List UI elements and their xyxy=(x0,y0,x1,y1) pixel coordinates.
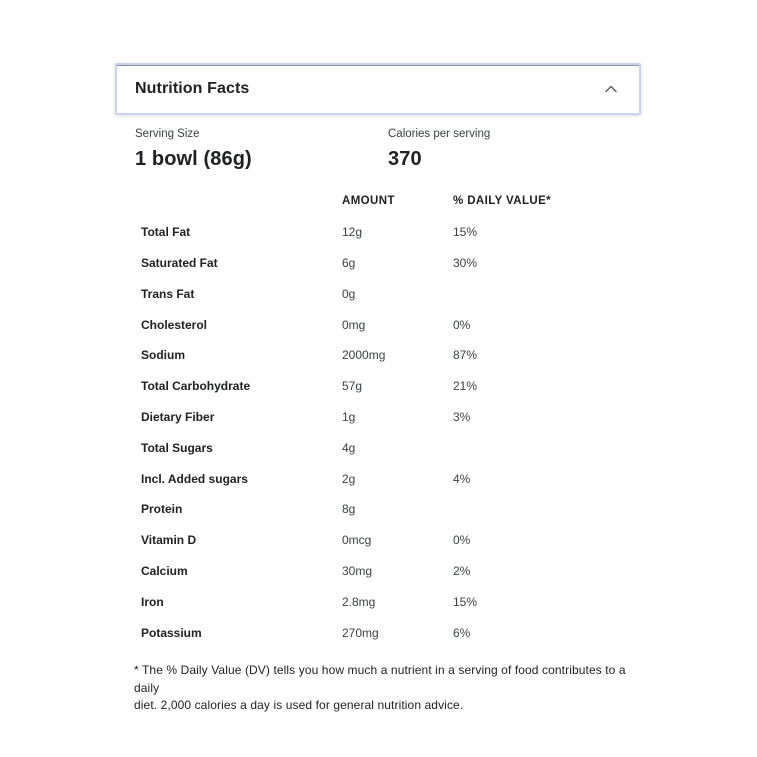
nutrient-dv: 30% xyxy=(453,255,478,270)
nutrient-label: Calcium xyxy=(141,563,188,578)
table-row xyxy=(141,586,641,617)
nutrient-amount: 0mg xyxy=(342,317,366,332)
nutrient-label: Total Fat xyxy=(141,225,191,240)
table-row xyxy=(141,278,641,309)
table-row xyxy=(141,463,641,494)
table-row xyxy=(141,217,641,248)
nutrient-dv: 15% xyxy=(453,225,478,240)
nutrient-dv: 2% xyxy=(453,563,471,578)
nutrient-amount: 12g xyxy=(342,225,363,240)
nutrient-label: Trans Fat xyxy=(141,286,195,301)
nutrient-label: Incl. Added sugars xyxy=(141,471,248,486)
table-row xyxy=(141,556,641,587)
nutrient-amount: 2000mg xyxy=(342,348,386,363)
daily-value-footnote xyxy=(134,662,634,715)
nutrient-amount: 2g xyxy=(342,471,356,486)
nutrient-dv: 6% xyxy=(453,625,471,640)
serving-size-block xyxy=(135,127,252,171)
table-row xyxy=(141,371,641,402)
table-header-row xyxy=(141,186,641,217)
serving-size-label: Serving Size xyxy=(135,128,200,140)
nutrient-amount: 2.8mg xyxy=(342,594,376,609)
daily-value-column-header: % DAILY VALUE* xyxy=(453,195,552,208)
footnote-line-2: diet. 2,000 calories a day is used for general nutrition advice. xyxy=(134,698,464,712)
nutrient-dv: 3% xyxy=(453,409,471,424)
calories-value: 370 xyxy=(388,148,422,170)
nutrient-label: Vitamin D xyxy=(141,533,197,548)
nutrient-amount: 0g xyxy=(342,286,356,301)
calories-label: Calories per serving xyxy=(388,128,491,140)
nutrient-label: Saturated Fat xyxy=(141,255,218,270)
nutrient-dv: 0% xyxy=(453,533,471,548)
nutrient-dv: 15% xyxy=(453,594,478,609)
nutrient-label: Potassium xyxy=(141,625,202,640)
table-row xyxy=(141,432,641,463)
nutrient-amount: 1g xyxy=(342,409,356,424)
page-title: Nutrition Facts xyxy=(135,80,250,97)
table-row xyxy=(141,309,641,340)
nutrient-dv: 0% xyxy=(453,317,471,332)
nutrient-amount: 6g xyxy=(342,255,356,270)
nutrient-dv: 4% xyxy=(453,471,471,486)
nutrient-label: Protein xyxy=(141,502,183,517)
nutrient-dv: 87% xyxy=(453,348,478,363)
calories-block xyxy=(388,127,490,171)
nutrient-amount: 0mcg xyxy=(342,533,372,548)
nutrient-amount: 30mg xyxy=(342,563,373,578)
nutrient-label: Sodium xyxy=(141,348,185,363)
nutrient-amount: 270mg xyxy=(342,625,379,640)
table-row xyxy=(141,402,641,433)
nutrient-dv: 21% xyxy=(453,379,478,394)
nutrient-label: Dietary Fiber xyxy=(141,409,215,424)
table-row xyxy=(141,494,641,525)
nutrient-label: Iron xyxy=(141,594,164,609)
table-row xyxy=(141,617,641,648)
nutrient-amount: 4g xyxy=(342,440,356,455)
table-row xyxy=(141,248,641,279)
nutrition-table xyxy=(141,186,641,648)
chevron-up-icon[interactable] xyxy=(603,82,619,96)
nutrition-facts-accordion-header[interactable] xyxy=(115,63,641,115)
nutrient-label: Total Sugars xyxy=(141,440,213,455)
amount-column-header: AMOUNT xyxy=(342,195,395,208)
table-row xyxy=(141,525,641,556)
serving-size-value: 1 bowl (86g) xyxy=(135,148,252,170)
nutrient-amount: 8g xyxy=(342,502,356,517)
table-row xyxy=(141,340,641,371)
nutrient-label: Cholesterol xyxy=(141,317,208,332)
footnote-line-1: * The % Daily Value (DV) tells you how much a nutrient in a serving of food contributes to a daily xyxy=(134,663,626,695)
nutrient-label: Total Carbohydrate xyxy=(141,379,251,394)
nutrient-amount: 57g xyxy=(342,379,363,394)
